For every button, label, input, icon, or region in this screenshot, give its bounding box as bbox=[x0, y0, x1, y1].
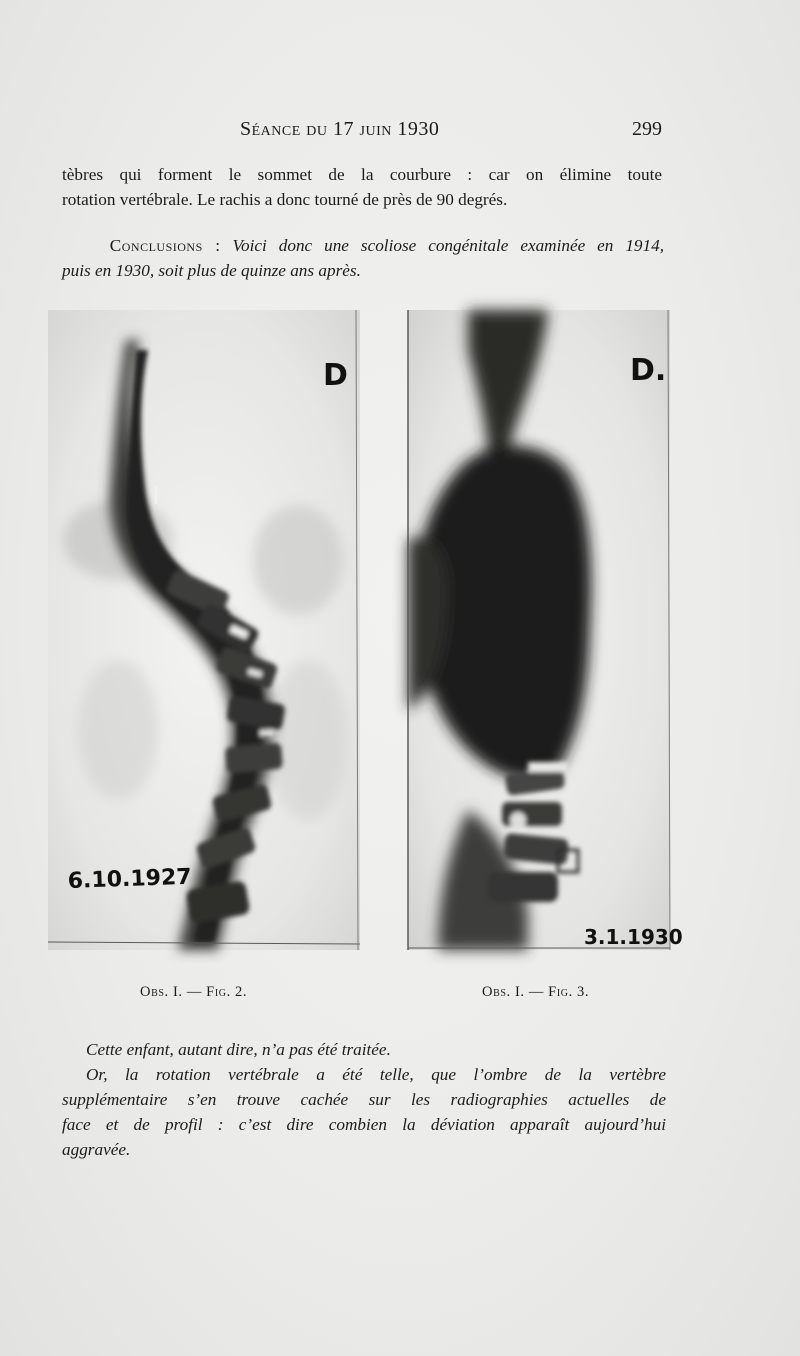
conclusions-label: Conclusions : bbox=[109, 236, 221, 255]
paragraph-3-line-5: aggravée. bbox=[62, 1140, 131, 1159]
conclusions-line-1 bbox=[62, 233, 664, 258]
paragraph-3-line-4: face et de profil : c’est dire combien la déviation apparaît aujourd’hui bbox=[62, 1115, 666, 1134]
paragraph-3-line-1: Cette enfant, autant dire, n’a pas été traitée. bbox=[86, 1040, 391, 1059]
paragraph-1 bbox=[62, 162, 662, 212]
radiograph-date-2: 3.1.1930 bbox=[584, 925, 683, 949]
paragraph-1-line-2: rotation vertébrale. Le rachis a donc tourné de près de 90 degrés. bbox=[62, 190, 508, 209]
radiograph-marker-1: D bbox=[323, 358, 348, 393]
paragraph-3-line-3: supplémentaire s’en trouve cachée sur les radiographies actuelles de bbox=[62, 1090, 666, 1109]
running-header bbox=[240, 118, 662, 146]
conclusions-paragraph bbox=[62, 233, 664, 283]
figure-2-caption: Obs. I. — Fig. 2. bbox=[140, 984, 248, 1000]
paragraph-3 bbox=[62, 1037, 666, 1162]
radiograph-figure-3-image bbox=[408, 310, 683, 950]
conclusions-text-1: Voici donc une scoliose congénitale examinée en 1914, bbox=[232, 236, 665, 255]
conclusions-line-2: puis en 1930, soit plus de quinze ans après. bbox=[62, 261, 361, 280]
paragraph-3-line-2: Or, la rotation vertébrale a été telle, que l’ombre de la vertèbre bbox=[86, 1065, 666, 1084]
radiograph-figure-2 bbox=[48, 310, 360, 950]
radiograph-figure-2-image bbox=[48, 310, 360, 950]
figure-3-caption: Obs. I. — Fig. 3. bbox=[482, 984, 590, 1000]
paragraph-1-line-1: tèbres qui forment le sommet de la courbure : car on élimine toute bbox=[62, 165, 662, 184]
radiograph-figure-3 bbox=[408, 310, 683, 950]
header-title: Séance du 17 juin 1930 bbox=[240, 118, 440, 140]
radiograph-date-1: 6.10.1927 bbox=[67, 864, 193, 894]
radiograph-marker-2: D. bbox=[630, 353, 667, 388]
page-number: 299 bbox=[632, 118, 662, 140]
